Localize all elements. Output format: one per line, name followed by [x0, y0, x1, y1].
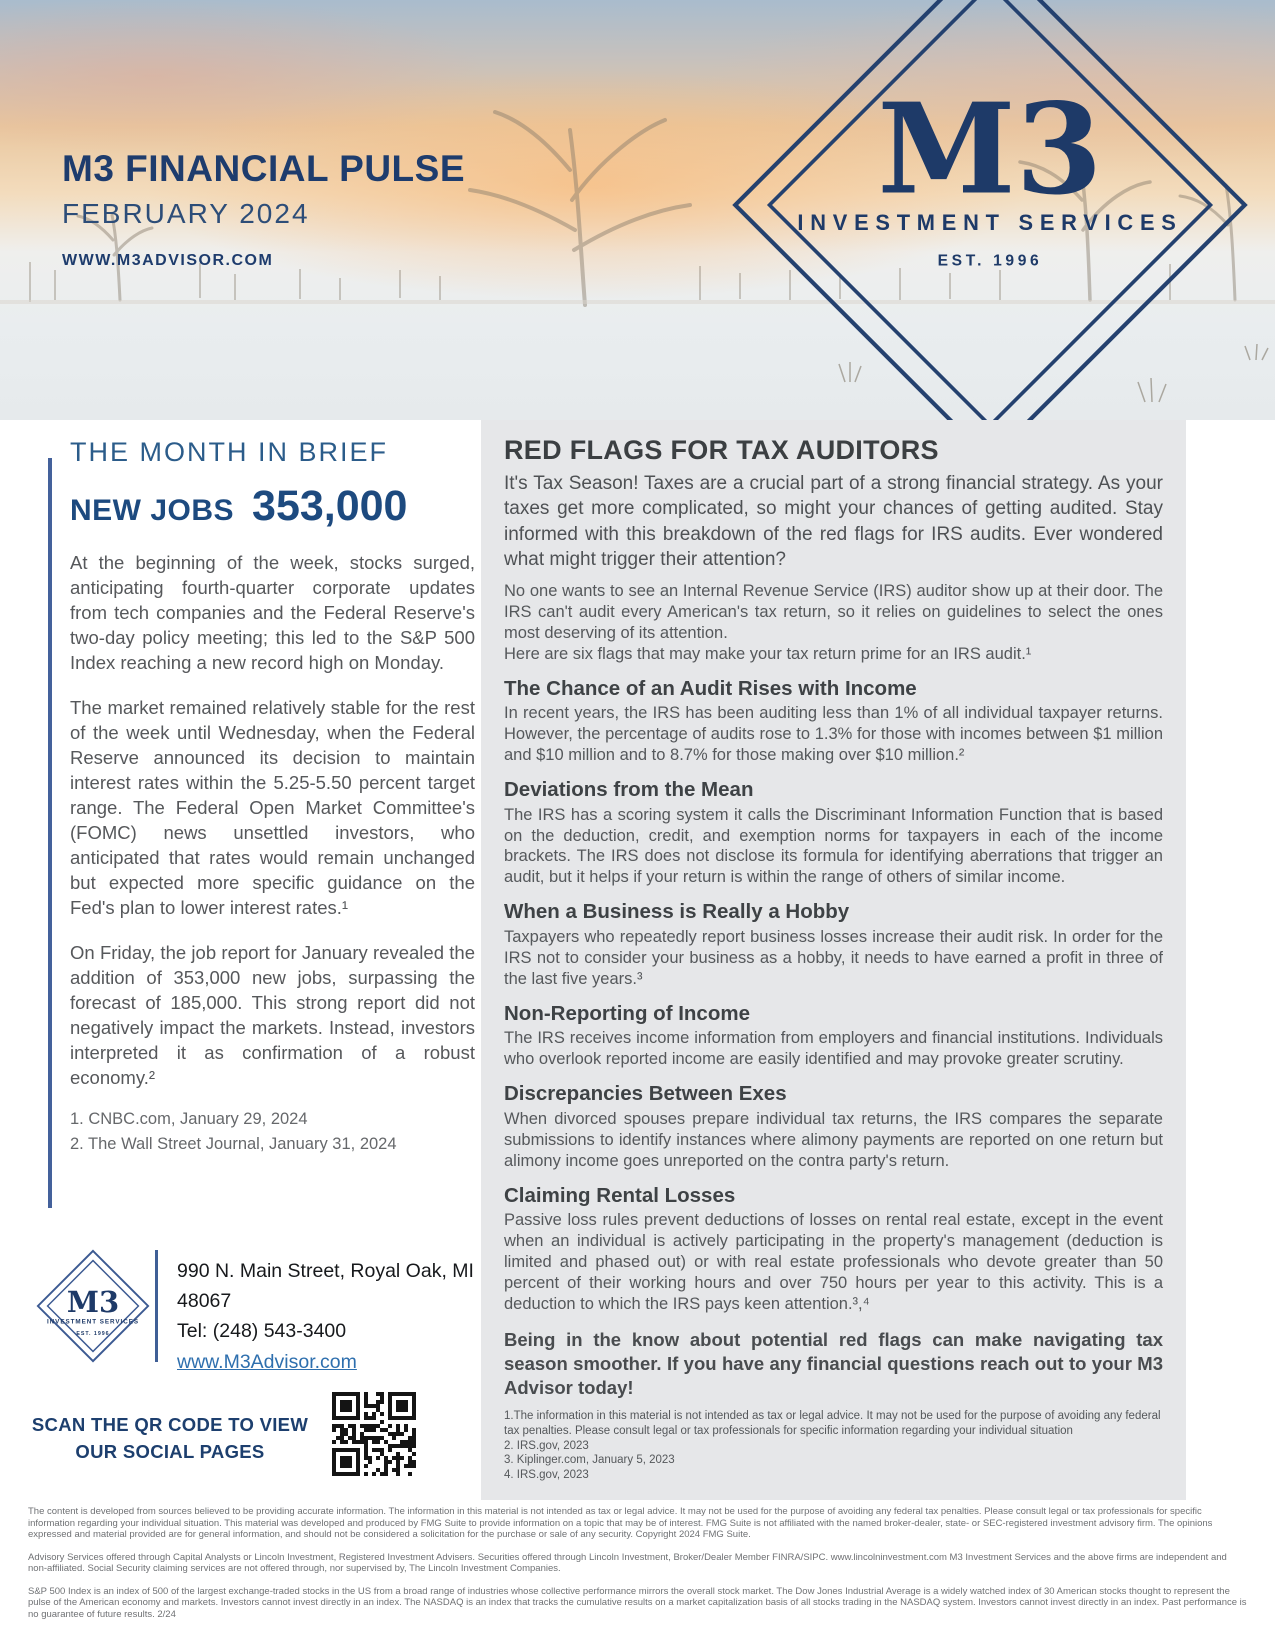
brief-footnotes [70, 1107, 475, 1157]
contact-address: 990 N. Main Street, Royal Oak, MI 48067 [177, 1260, 474, 1313]
article-section [504, 900, 1163, 989]
brand-est: EST. 1996 [937, 252, 1043, 270]
article-section [504, 1184, 1163, 1315]
masthead [62, 148, 465, 270]
jobs-value: 353,000 [252, 482, 408, 531]
footnote: 2. IRS.gov, 2023 [504, 1439, 589, 1452]
lead-paragraph: Here are six flags that may make your tax return prime for an IRS audit.¹ [504, 644, 1032, 663]
section-heading: When a Business is Really a Hobby [504, 900, 850, 924]
article-title: RED FLAGS FOR TAX AUDITORS [504, 435, 939, 465]
disclaimer-paragraph: The content is developed from sources believed to be providing accurate information. The information in this material is not intended as tax or legal advice. It may not be used for the purpose of avoiding any federal tax penalties. Please consult legal or tax professionals for specific information regarding your individual situation. This material was developed and produced by FMG Suite to provide information on a topic that may be of interest. FMG Suite is not affiliated with the named broker-dealer, state- or SEC-registered investment advisory firm. The opinions expressed and material provided are for general information, and should not be considered a solicitation for the purchase or sale of any security. Copyright 2024 FMG Suite. [28, 1506, 1213, 1541]
jobs-headline [70, 482, 475, 531]
contact-website-link[interactable]: www.M3Advisor.com [177, 1350, 357, 1373]
section-heading: Discrepancies Between Exes [504, 1082, 787, 1106]
section-body: When divorced spouses prepare individual tax returns, the IRS compares the separate submissions to identify instances where alimony payments are reported on one return but alimony income goes unreported on the contra party's return. [504, 1109, 1163, 1170]
section-heading: Claiming Rental Losses [504, 1183, 736, 1207]
disclaimer-paragraph: Advisory Services offered through Capital Analysts or Lincoln Investment, Registered Investment Advisers. Securities offered through Lincoln Investment, Broker/Dealer Member FINRA/SIPC. www.lincolninvestment.com M3 Investment Services and the above firms are independent and non-affiliated. Social Security claiming services are not offered through, nor supervised by, The Lincoln Investment Companies. [28, 1551, 1227, 1575]
brief-body [70, 551, 475, 1090]
footnote: 2. The Wall Street Journal, January 31, 2024 [70, 1134, 397, 1153]
section-body: The IRS has a scoring system it calls the Discriminant Information Function that is based on the deduction, credit, and exemption norms for taxpayers in each of the income brackets. The IRS does not disclose its formula for identifying aberrations that trigger an audit, but it helps if your return is within the range of others of similar income. [504, 805, 1163, 887]
contact-logo-tagline: INVESTMENT SERVICES [46, 1318, 140, 1326]
section-kicker: THE MONTH IN BRIEF [70, 437, 388, 467]
section-heading: Non-Reporting of Income [504, 1001, 750, 1025]
footnote: 4. IRS.gov, 2023 [504, 1469, 589, 1482]
brand-tagline: INVESTMENT SERVICES [797, 209, 1183, 235]
contact-logo-est: EST. 1996 [76, 1331, 110, 1337]
contact-phone: Tel: (248) 543-3400 [177, 1320, 347, 1343]
qr-label-line1: SCAN THE QR CODE TO VIEW [31, 1414, 309, 1435]
section-heading: Deviations from the Mean [504, 777, 754, 801]
tax-article-panel [481, 420, 1186, 1500]
qr-code [332, 1392, 416, 1476]
month-in-brief-section [70, 436, 475, 1156]
article-footnotes [504, 1409, 1163, 1483]
newsletter-website: WWW.M3ADVISOR.COM [62, 252, 274, 269]
contact-divider [155, 1250, 158, 1362]
contact-details [177, 1256, 475, 1377]
lead-paragraph: No one wants to see an Internal Revenue Service (IRS) auditor show up at their door. The IRS can't audit every American's tax return, so it relies on guidelines to select the ones most deserving of its attention. [504, 581, 1163, 642]
section-heading: The Chance of an Audit Rises with Income [504, 676, 917, 700]
footnote: 3. Kiplinger.com, January 5, 2023 [504, 1454, 675, 1467]
footnote: 1.The information in this material is not intended as tax or legal advice. It may not be used for the purpose of avoiding any federal tax penalties. Please consult legal or tax professionals for specific information regarding your individual situation [504, 1410, 1161, 1437]
article-section [504, 1002, 1163, 1071]
newsletter-title: M3 FINANCIAL PULSE [62, 148, 466, 189]
section-body: Taxpayers who repeatedly report business losses increase their audit risk. In order for the IRS not to consider your business as a hobby, it needs to have earned a profit in three of the last five years.³ [504, 927, 1163, 988]
article-section [504, 1082, 1163, 1171]
contact-card [35, 1248, 475, 1373]
qr-label [20, 1412, 320, 1466]
article-intro: It's Tax Season! Taxes are a crucial part of a strong financial strategy. As your taxes get more complicated, so might your chances of getting audited. Stay informed with this breakdown of the red flags for IRS audits. Ever wondered what might trigger their attention? [504, 473, 1163, 570]
disclaimer-paragraph: S&P 500 Index is an index of 500 of the largest exchange-traded stocks in the US from a broad range of industries whose collective performance mirrors the overall stock market. The Dow Jones Industrial Average is a widely watched index of 30 American stocks thought to represent the pulse of the American economy and markets. Investors cannot invest directly in an index. The NASDAQ is an index that tracks the cumulative results on a market capitalization basis of all stocks trading in the NASDAQ system. Investors cannot invest directly in an index. Past performance is no guarantee of future results. 2/24 [28, 1585, 1247, 1621]
brief-paragraph: The market remained relatively stable for the rest of the week until Wednesday, when the Federal Reserve announced its decision to maintain interest rates within the 5.25-5.50 percent target range. The Federal Open Market Committee's (FOMC) news unsettled investors, who anticipated that rates would remain unchanged but expected more specific guidance on the Fed's plan to lower interest rates.¹ [70, 697, 475, 918]
jobs-label: NEW JOBS [70, 494, 235, 528]
brief-paragraph: On Friday, the job report for January revealed the addition of 353,000 new jobs, surpassing the forecast of 185,000. This strong report did not negatively impact the markets. Instead, investors interpreted it as confirmation of a robust economy.² [70, 941, 475, 1088]
brief-paragraph: At the beginning of the week, stocks surged, anticipating fourth-quarter corporate updates from tech companies and the Federal Reserve's two-day policy meeting; this led to the S&P 500 Index reaching a new record high on Monday. [70, 552, 475, 674]
article-closing: Being in the know about potential red flags can make navigating tax season smoother. If you have any financial questions reach out to your M3 Advisor today! [504, 1329, 1163, 1399]
article-section [504, 677, 1163, 766]
accent-bar [48, 458, 52, 1208]
contact-logo [35, 1248, 151, 1364]
article-section [504, 778, 1163, 888]
section-body: In recent years, the IRS has been auditing less than 1% of all individual taxpayer returns. However, the percentage of audits rose to 1.3% for those with incomes between $1 million and $10 million and to 8.7% for those making over $10 million.² [504, 704, 1163, 765]
legal-disclaimers [28, 1506, 1248, 1632]
brand-name: M3 [877, 76, 1103, 223]
qr-label-line2: OUR SOCIAL PAGES [75, 1440, 265, 1462]
contact-logo-name: M3 [66, 1284, 120, 1319]
article-lead [504, 581, 1163, 665]
issue-date: FEBRUARY 2024 [62, 198, 310, 229]
footnote: 1. CNBC.com, January 29, 2024 [70, 1109, 308, 1128]
section-body: The IRS receives income information from employers and financial institutions. Individuals who overlook reported income are easily identified and may provoke greater scrutiny. [504, 1029, 1163, 1069]
hero-banner [0, 0, 1275, 420]
section-body: Passive loss rules prevent deductions of losses on rental real estate, except in the event when an individual is actively participating in the property's management (deduction is limited and phased out) or with real estate professionals who devote greater than 50 percent of their working hours and over 750 hours per year to this activity. This is a deduction to which the IRS pays keen attention.³,⁴ [504, 1211, 1163, 1314]
